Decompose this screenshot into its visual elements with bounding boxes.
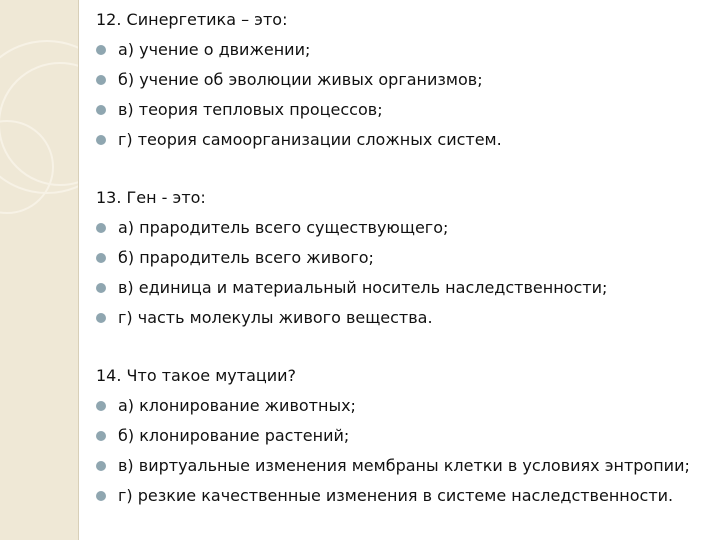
bullet-icon <box>96 253 106 263</box>
decorative-left-panel <box>0 0 79 540</box>
answer-option <box>96 391 710 421</box>
answer-text: в) единица и материальный носитель наследственности; <box>118 278 608 297</box>
bullet-icon <box>96 223 106 233</box>
bullet-icon <box>96 313 106 323</box>
answer-option <box>96 303 710 333</box>
answer-option <box>96 213 710 243</box>
answer-text: г) теория самоорганизации сложных систем. <box>118 130 502 149</box>
bullet-icon <box>96 105 106 115</box>
answer-text: в) теория тепловых процессов; <box>118 100 383 119</box>
answer-text: б) прародитель всего живого; <box>118 248 374 267</box>
answer-text: а) учение о движении; <box>118 40 311 59</box>
question-title: 12. Синергетика – это: <box>96 10 288 29</box>
bullet-icon <box>96 461 106 471</box>
answer-option <box>96 273 710 303</box>
answer-text: г) резкие качественные изменения в системе наследственности. <box>118 486 674 505</box>
answer-option <box>96 481 710 511</box>
bullet-icon <box>96 45 106 55</box>
answer-option <box>96 65 710 95</box>
question-14 <box>96 361 710 511</box>
question-13 <box>96 183 710 333</box>
answer-option <box>96 451 710 481</box>
bullet-icon <box>96 283 106 293</box>
bullet-icon <box>96 491 106 501</box>
quiz-content <box>96 5 710 539</box>
answer-text: б) учение об эволюции живых организмов; <box>118 70 483 89</box>
answer-text: б) клонирование растений; <box>118 426 350 445</box>
bullet-icon <box>96 75 106 85</box>
question-title: 14. Что такое мутации? <box>96 366 297 385</box>
question-title: 13. Ген - это: <box>96 188 206 207</box>
answer-text: в) виртуальные изменения мембраны клетки в условиях энтропии; <box>118 456 690 475</box>
question-12 <box>96 5 710 155</box>
bullet-icon <box>96 135 106 145</box>
bullet-icon <box>96 431 106 441</box>
answer-text: г) часть молекулы живого вещества. <box>118 308 433 327</box>
bullet-icon <box>96 401 106 411</box>
answer-option <box>96 35 710 65</box>
answer-option <box>96 125 710 155</box>
answer-option <box>96 243 710 273</box>
answer-text: а) клонирование животных; <box>118 396 356 415</box>
answer-option <box>96 95 710 125</box>
answer-option <box>96 421 710 451</box>
answer-text: а) прародитель всего существующего; <box>118 218 449 237</box>
